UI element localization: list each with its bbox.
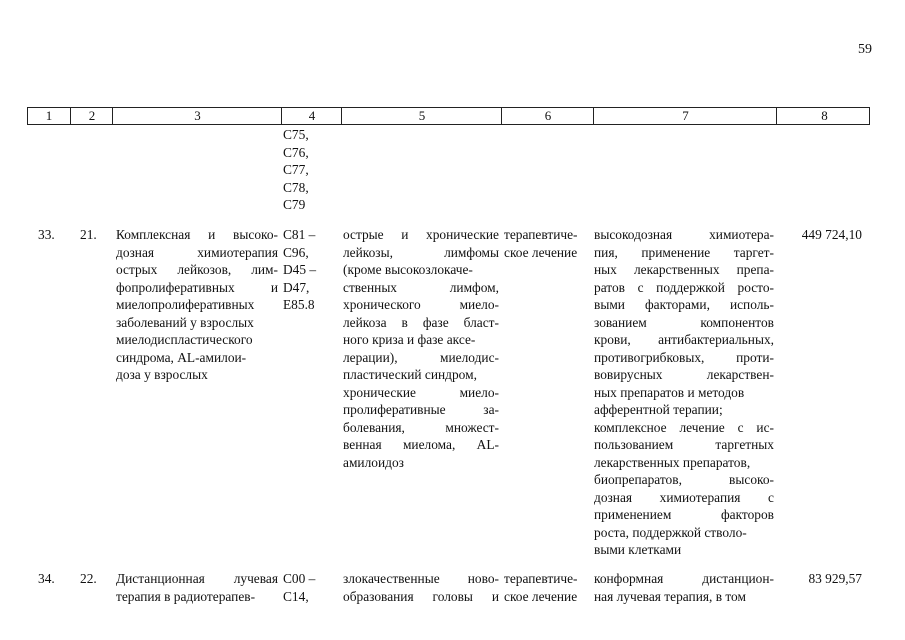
code-line: D47,: [283, 279, 310, 295]
text-line: Дистанционная лучевая: [116, 571, 278, 586]
text-line: острые и хронические: [343, 227, 499, 242]
text-line: пролиферативные за-: [343, 402, 499, 417]
text-line: применением факторов: [594, 507, 774, 522]
text-line: ных препаратов и методов: [594, 384, 745, 400]
icd-codes: [283, 570, 315, 605]
text-line: хронические миело-: [343, 384, 499, 400]
text-line: ственных лимфом,: [343, 279, 499, 295]
text-line: выми клетками: [594, 542, 682, 557]
text-line: пластический синдром,: [343, 367, 477, 382]
text-line: острых лейкозов, лим-: [116, 262, 278, 277]
group-number: 22.: [80, 571, 97, 586]
text-line: лерации), миелодис-: [343, 349, 499, 365]
text-line: лейкозы, лимфомы: [343, 244, 499, 260]
text-line: дозная химиотерапия с: [594, 489, 774, 505]
text-line: терапевтиче-: [504, 571, 578, 586]
code-line: C00 –: [283, 571, 316, 586]
text-line: пользованием таргетных: [594, 437, 774, 452]
code-line: C76,: [283, 144, 309, 160]
text-line: миелодиспластического: [116, 332, 253, 347]
header-col-7: 7: [593, 108, 777, 124]
text-line: венная миелома, AL-: [343, 437, 499, 452]
text-line: ного криза и фазе аксе-: [343, 332, 476, 347]
text-line: терапевтиче-: [504, 227, 578, 242]
row-number: 34.: [38, 571, 55, 586]
code-line: C78,: [283, 179, 309, 195]
text-line: доза у взрослых: [116, 367, 208, 382]
text-line: злокачественные ново-: [343, 571, 499, 586]
text-line: заболеваний у взрослых: [116, 314, 254, 330]
text-line: Комплексная и высоко-: [116, 227, 278, 242]
text-line: ское лечение: [504, 244, 578, 260]
header-col-5: 5: [341, 108, 502, 124]
cost-value: 83 929,57: [808, 571, 862, 586]
row-number: 33.: [38, 227, 55, 242]
text-line: ратов с поддержкой росто-: [594, 279, 774, 295]
header-col-1: 1: [45, 108, 53, 123]
code-line: C14,: [283, 588, 309, 604]
table-header-row: [27, 107, 870, 125]
treatment-type: [504, 570, 578, 605]
text-line: лейкоза в фазе бласт-: [343, 314, 499, 330]
group-number: 21.: [80, 227, 97, 242]
header-col-6: 6: [501, 108, 594, 124]
code-line: C77,: [283, 162, 309, 177]
text-line: роста, поддержкой стволо-: [594, 524, 747, 540]
header-col-2: 2: [70, 108, 113, 124]
text-line: выми факторами, исполь-: [594, 297, 774, 312]
text-line: миелопролиферативных: [116, 297, 255, 312]
text-line: амилоидоз: [343, 454, 404, 470]
text-line: биопрепаратов, высоко-: [594, 472, 774, 487]
treatment-method: [594, 570, 774, 605]
text-line: (кроме высокозлокаче-: [343, 262, 473, 277]
text-line: вовирусных лекарствен-: [594, 367, 774, 382]
text-line: хронического миело-: [343, 297, 499, 312]
treatment-name: [116, 226, 278, 384]
text-line: комплексное лечение с ис-: [594, 419, 774, 435]
text-line: образования головы и: [343, 588, 499, 604]
text-line: высокодозная химиотера-: [594, 227, 774, 242]
continued-codes: [283, 126, 309, 214]
code-line: D45 –: [283, 262, 317, 277]
text-line: фопролиферативных и: [116, 279, 278, 295]
text-line: противогрибковых, проти-: [594, 349, 774, 365]
patient-model: [343, 226, 499, 471]
text-line: терапия в радиотерапев-: [116, 588, 256, 604]
text-line: ная лучевая терапия, в том: [594, 588, 746, 604]
code-line: C79: [283, 197, 306, 212]
text-line: лекарственных препаратов,: [594, 454, 751, 470]
code-line: C81 –: [283, 227, 316, 242]
code-line: E85.8: [283, 297, 315, 312]
header-col-3: 3: [112, 108, 282, 124]
code-line: C75,: [283, 127, 309, 142]
text-line: ское лечение: [504, 588, 578, 604]
code-line: C96,: [283, 244, 309, 260]
patient-model: [343, 570, 499, 605]
text-line: крови, антибактериальных,: [594, 332, 774, 347]
text-line: афферентной терапии;: [594, 402, 723, 417]
text-line: ных лекарственных препа-: [594, 262, 774, 277]
treatment-type: [504, 226, 578, 261]
text-line: пия, применение таргет-: [594, 244, 774, 260]
icd-codes: [283, 226, 316, 314]
header-col-8: 8: [776, 108, 872, 124]
page-number: 59: [858, 42, 872, 57]
cost-value: 449 724,10: [801, 227, 862, 242]
treatment-method: [594, 226, 774, 559]
header-col-4: 4: [281, 108, 342, 124]
text-line: зованием компонентов: [594, 314, 774, 330]
text-line: дозная химиотерапия: [116, 244, 278, 260]
text-line: конформная дистанцион-: [594, 571, 774, 586]
text-line: синдрома, AL-амилои-: [116, 349, 247, 365]
text-line: болевания, множест-: [343, 419, 499, 435]
treatment-name: [116, 570, 278, 605]
